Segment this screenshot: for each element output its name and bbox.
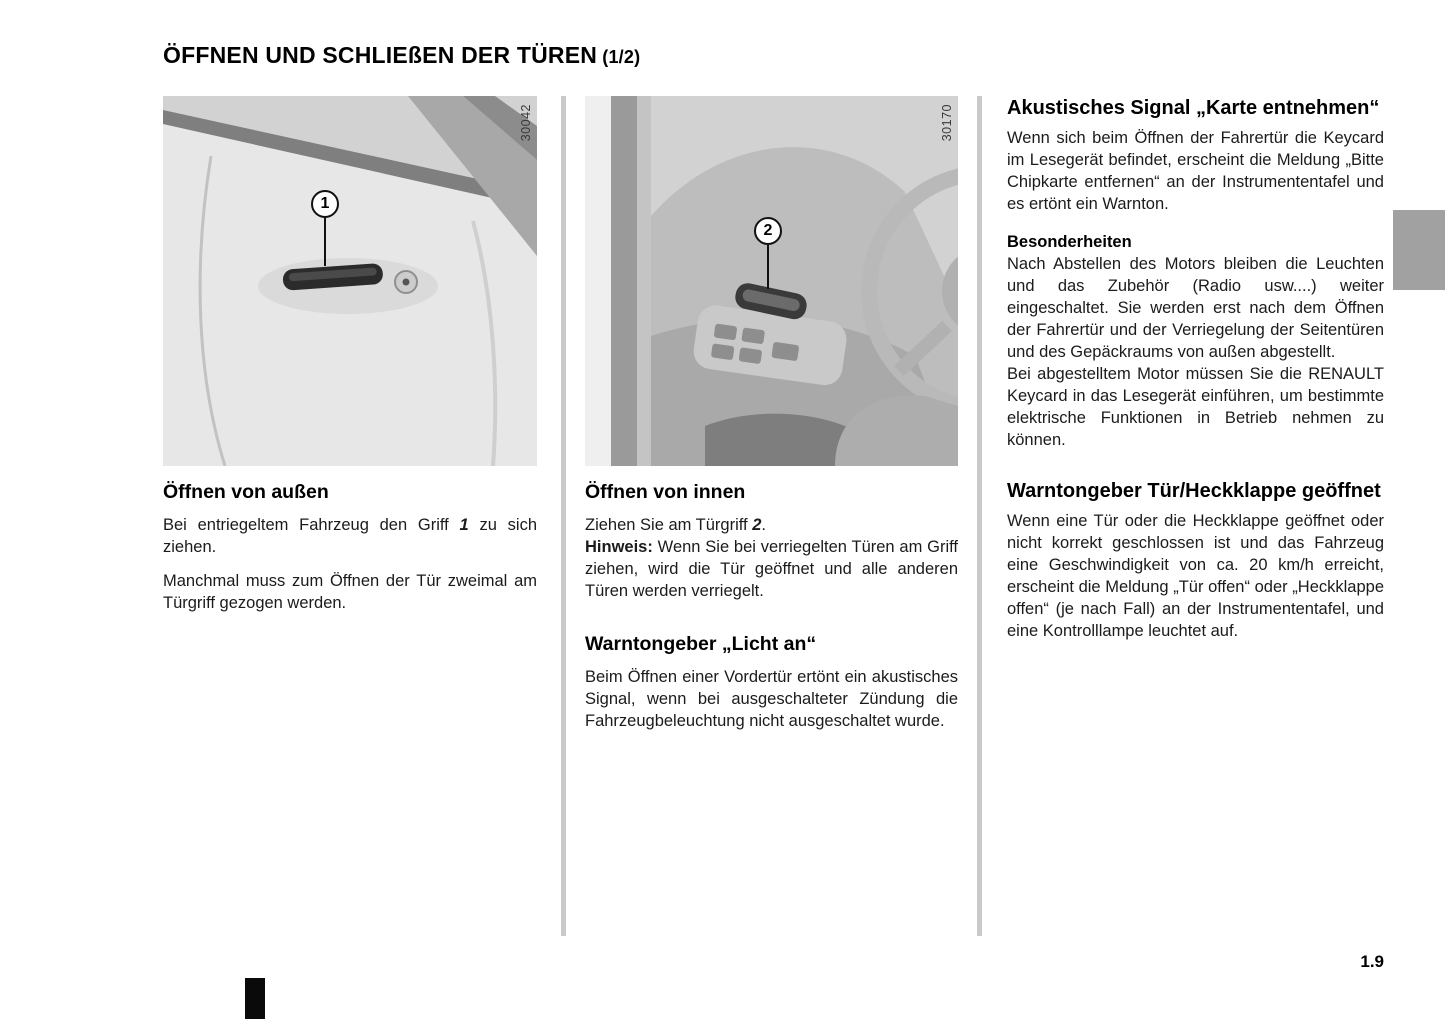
para-open-inside-1 <box>585 514 958 536</box>
figure-door-exterior <box>163 96 537 466</box>
note-label: Hinweis: <box>585 538 653 556</box>
column-divider-left <box>561 96 566 936</box>
figure-door-interior <box>585 96 958 466</box>
para-open-outside-2: Manchmal muss zum Öffnen der Tür zweimal am Türgriff gezogen werden. <box>163 572 537 612</box>
para-card-signal: Wenn sich beim Öffnen der Fahrertür die Keycard im Lesegerät befindet, erscheint die Meldung „Bitte Chipkarte entfernen“ an der Instrumententafel und es ertönt ein Warnton. <box>1007 129 1384 213</box>
column-divider-right <box>977 96 982 936</box>
column-left <box>163 96 537 626</box>
para-features-1: Nach Abstellen des Motors bleiben die Leuchten und das Zubehör (Radio usw....) weiter eingeschaltet. Sie werden erst nach dem Öffnen der Fahrertür und der Verriegelung der Seitentüren und des Gepäckraums von außen abgestellt. <box>1007 255 1384 361</box>
para-light-buzzer: Beim Öffnen einer Vordertür ertönt ein akustisches Signal, wenn bei ausgeschalteter Zündung die Fahrzeugbeleuchtung nicht ausgeschaltet wurde. <box>585 668 958 730</box>
para-door-warning: Wenn eine Tür oder die Heckklappe geöffnet oder nicht korrekt geschlossen ist und das Fahrzeug eine Geschwindigkeit von ca. 20 km/h erreicht, erscheint die Meldung „Tür offen“ oder „Heckklappe offen“ (je nach Fall) an der Instrumententafel, und eine Kontrolllampe leuchtet auf. <box>1007 512 1384 640</box>
callout-2-line <box>767 245 769 289</box>
column-right <box>1007 96 1384 654</box>
section-edge-tab <box>1393 210 1445 290</box>
heading-light-buzzer: Warntongeber „Licht an“ <box>585 633 817 655</box>
handle-ref-number-1: 1 <box>459 516 469 534</box>
page-number: 1.9 <box>1360 952 1384 971</box>
note-text: Wenn Sie bei verriegelten Türen am Griff ziehen, wird die Tür geöffnet und alle anderen Türen werden verriegelt. <box>585 538 958 600</box>
para-text: . <box>761 516 766 534</box>
callout-1-line <box>324 218 326 266</box>
page-title-suffix: (1/2) <box>597 47 641 67</box>
page-title <box>163 42 640 69</box>
figure-code-exterior: 30042 <box>519 104 533 142</box>
door-exterior-illustration <box>163 96 537 466</box>
door-interior-illustration <box>585 96 958 466</box>
handle-ref-number-2: 2 <box>752 516 762 534</box>
para-text: Ziehen Sie am Türgriff <box>585 516 753 534</box>
heading-door-warning: Warntongeber Tür/Heckklappe geöffnet <box>1007 480 1381 502</box>
para-text: zu sich ziehen. <box>163 516 537 556</box>
figure-code-interior: 30170 <box>940 104 954 142</box>
callout-2-marker: 2 <box>754 217 782 245</box>
bookmark-tab <box>245 978 265 1019</box>
column-middle <box>585 96 958 744</box>
heading-open-inside: Öffnen von innen <box>585 481 746 503</box>
heading-open-outside: Öffnen von außen <box>163 481 329 503</box>
para-open-outside-1 <box>163 514 537 558</box>
callout-1-marker: 1 <box>311 190 339 218</box>
page-title-text: ÖFFNEN UND SCHLIEßEN DER TÜREN <box>163 42 598 68</box>
para-open-inside-note <box>585 536 958 602</box>
subheading-features: Besonderheiten <box>1007 233 1132 251</box>
para-text: Bei entriegeltem Fahrzeug den Griff <box>163 516 460 534</box>
para-features-2: Bei abgestelltem Motor müssen Sie die RENAULT Keycard in das Lesegerät einführen, um bestimmte elektrische Funktionen in Betrieb nehmen zu können. <box>1007 365 1384 449</box>
heading-card-signal: Akustisches Signal „Karte entnehmen“ <box>1007 97 1380 119</box>
